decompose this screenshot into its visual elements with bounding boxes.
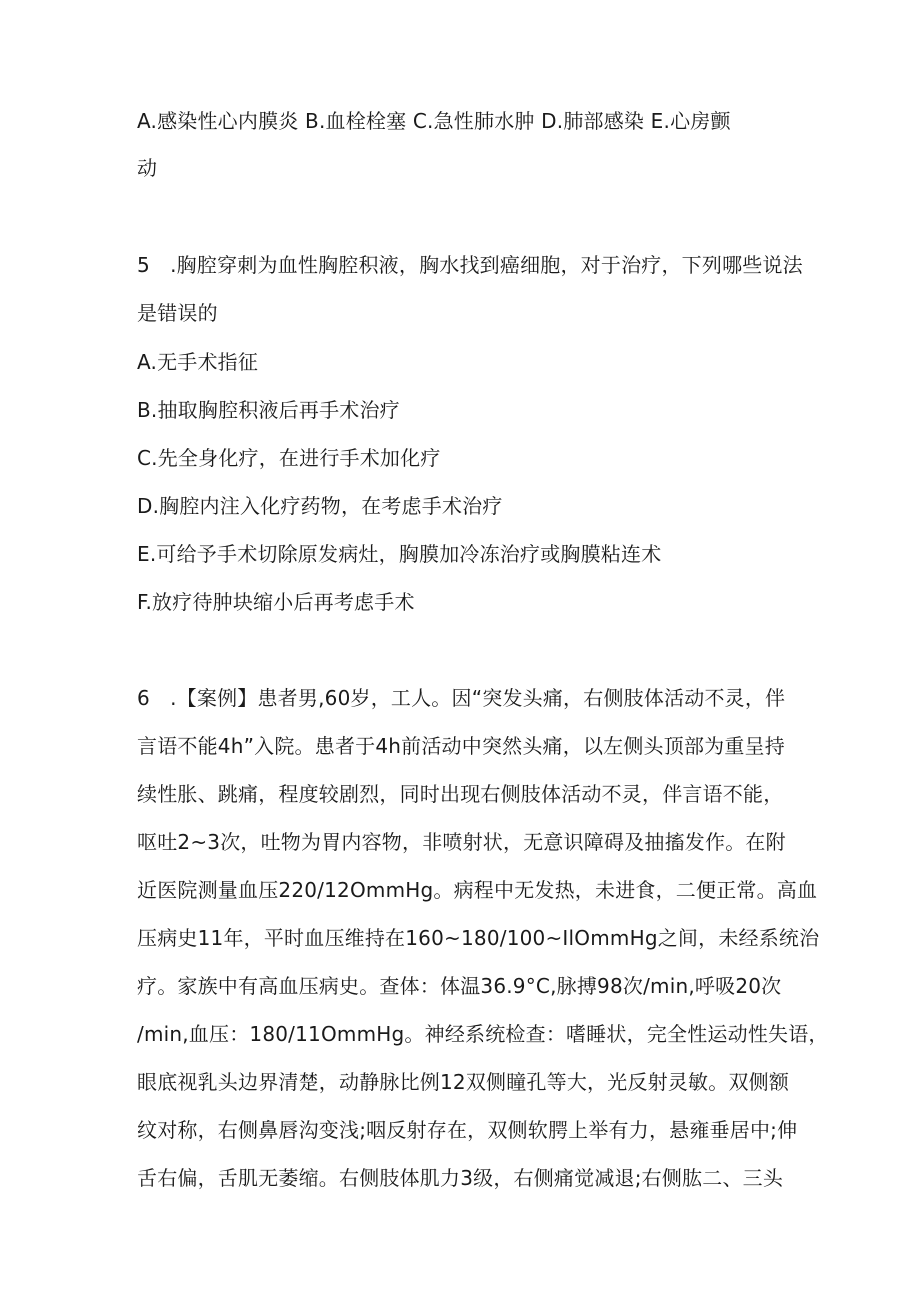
- q5-option-d: D.胸腔内注入化疗药物，在考虑手术治疗: [137, 494, 503, 518]
- q5-stem-line-2: 是错误的: [137, 301, 218, 325]
- q6-case-line-9: 眼底视乳头边界清楚，动静脉比例12双侧瞳孔等大，光反射灵敏。双侧额: [137, 1070, 790, 1094]
- q5-option-f: F.放疗待肿块缩小后再考虑手术: [137, 590, 415, 614]
- q6-case-line-6: 压病史11年，平时血压维持在160~180/100~IlOmmHg之间，未经系统治: [137, 926, 820, 950]
- q6-case-line-5: 近医院测量血压220/12OmmHg。病程中无发热，未进食，二便正常。高血: [137, 878, 818, 902]
- q6-case-line-10: 纹对称，右侧鼻唇沟变浅;咽反射存在，双侧软腭上举有力，悬雍垂居中;伸: [137, 1118, 798, 1142]
- q6-case-line-4: 呕吐2~3次，吐物为胃内容物，非喷射状，无意识障碍及抽搐发作。在附: [137, 830, 786, 854]
- q6-case-line-8: /min,血压：180/11OmmHg。神经系统检查：嗜睡状，完全性运动性失语，: [137, 1022, 829, 1046]
- q6-case-line-1: 6 .【案例】患者男,60岁，工人。因“突发头痛，右侧肢体活动不灵，伴: [137, 686, 786, 710]
- q4-options-continuation: 动: [137, 156, 158, 180]
- q4-options-line: A.感染性心内膜炎 B.血栓栓塞 C.急性肺水肿 D.肺部感染 E.心房颤: [137, 109, 731, 133]
- q6-case-line-11: 舌右偏，舌肌无萎缩。右侧肢体肌力3级，右侧痛觉减退;右侧肱二、三头: [137, 1166, 784, 1190]
- q5-option-e: E.可给予手术切除原发病灶，胸膜加冷冻治疗或胸膜粘连术: [137, 542, 662, 566]
- q5-stem-line-1: 5 .胸腔穿刺为血性胸腔积液，胸水找到癌细胞，对于治疗，下列哪些说法: [137, 253, 803, 277]
- q5-option-c: C.先全身化疗，在进行手术加化疗: [137, 446, 441, 470]
- q6-case-line-3: 续性胀、跳痛，程度较剧烈，同时出现右侧肢体活动不灵，伴言语不能，: [137, 782, 784, 806]
- q5-option-b: B.抽取胸腔积液后再手术治疗: [137, 398, 400, 422]
- q5-option-a: A.无手术指征: [137, 350, 259, 374]
- q6-case-line-2: 言语不能4h”入院。患者于4h前活动中突然头痛，以左侧头顶部为重呈持: [137, 734, 785, 758]
- q6-case-line-7: 疗。家族中有高血压病史。查体：体温36.9°C,脉搏98次/min,呼吸20次: [137, 974, 782, 998]
